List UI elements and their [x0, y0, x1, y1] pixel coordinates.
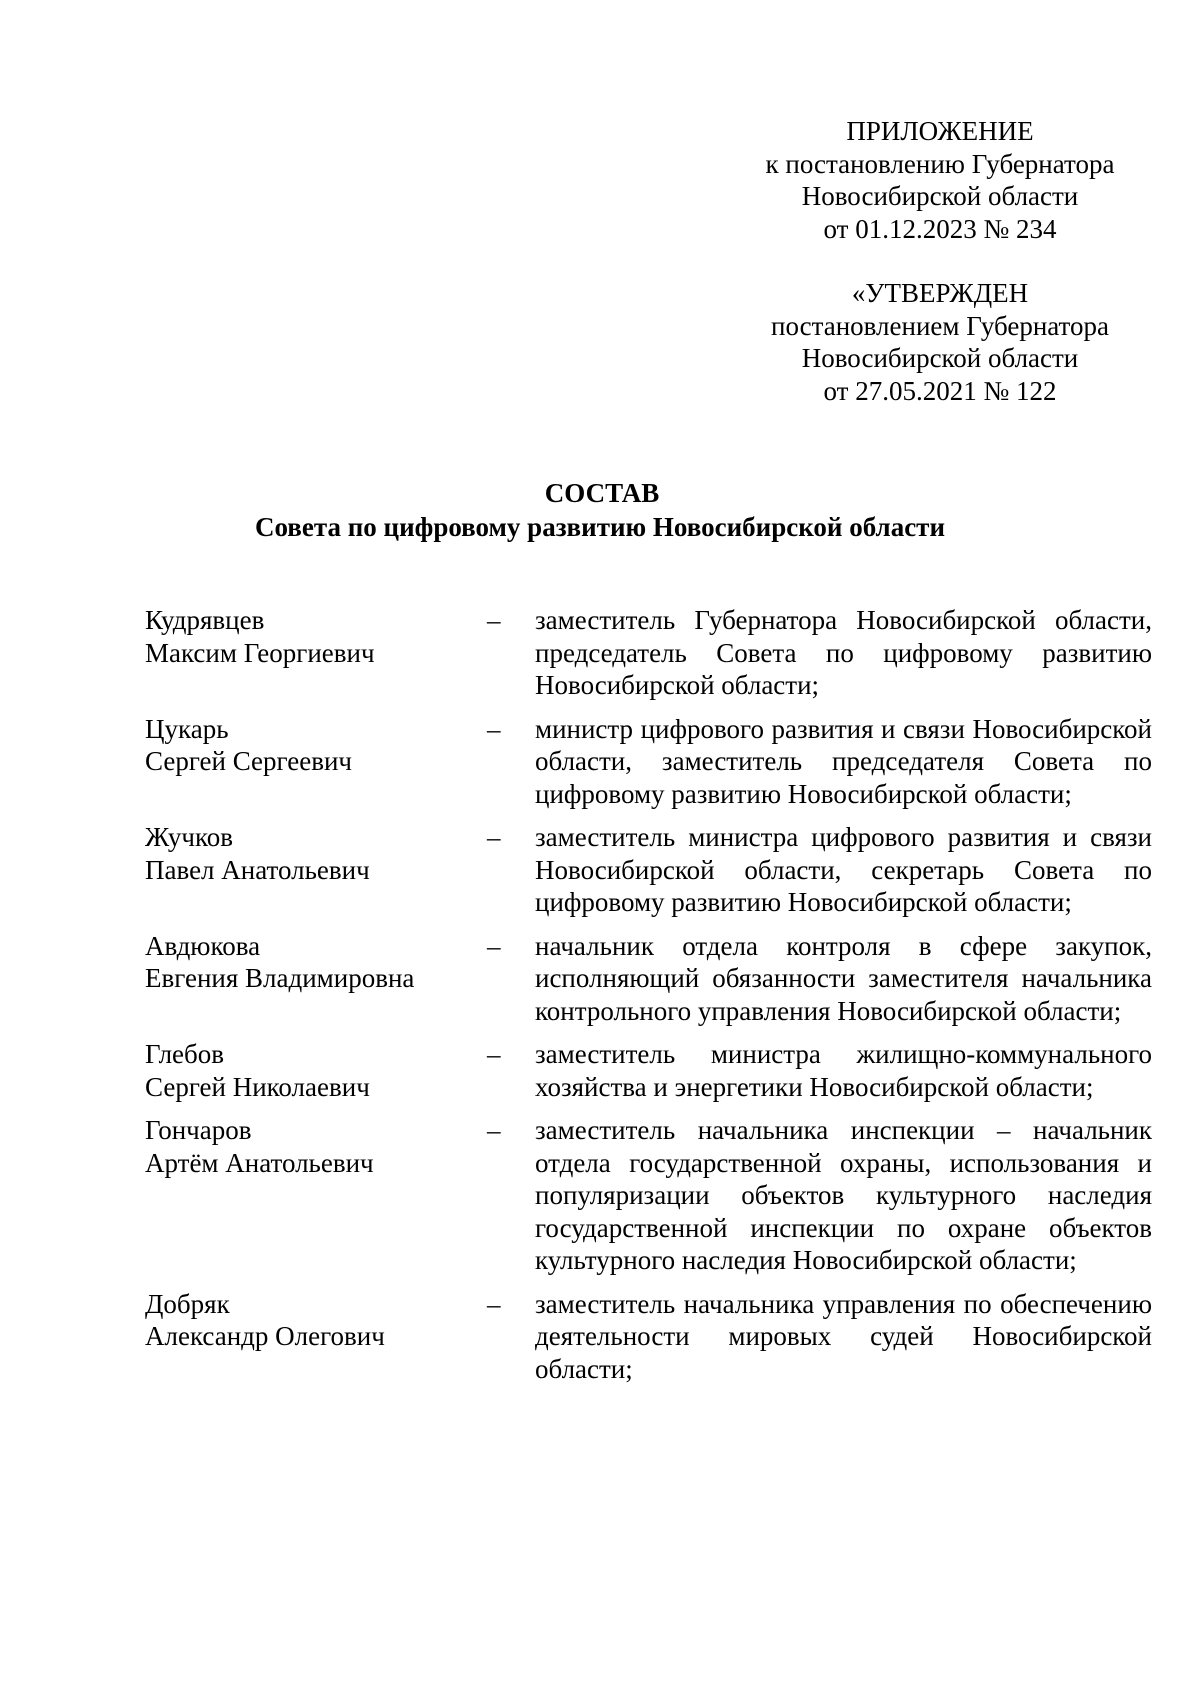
member-row — [145, 1038, 1152, 1103]
appendix-date-number: от 01.12.2023 № 234 — [823, 213, 1057, 244]
member-given-name: Максим Георгиевич — [145, 637, 375, 668]
appendix-block — [720, 115, 1160, 245]
member-role: заместитель Губернатора Новосибирской области, председатель Совета по цифровому развитию Новосибирской области; — [535, 605, 1152, 700]
member-role: министр цифрового развития и связи Новосибирской области, заместитель председателя Совета по цифровому развитию Новосибирской области; — [535, 713, 1152, 809]
member-given-name: Артём Анатольевич — [145, 1147, 374, 1178]
member-row — [145, 821, 1152, 919]
member-surname: Кудрявцев — [145, 605, 265, 635]
member-row — [145, 604, 1152, 702]
approved-block — [720, 277, 1160, 407]
member-dash: – — [487, 713, 501, 744]
approved-line: постановлением Губернатора — [771, 310, 1109, 341]
member-name — [145, 713, 485, 811]
member-name — [145, 1288, 485, 1386]
member-dash: – — [487, 822, 501, 852]
member-row — [145, 713, 1152, 811]
document-heading — [0, 476, 1200, 544]
member-surname: Добряк — [145, 1288, 230, 1319]
members-list — [145, 604, 1152, 1396]
member-given-name: Павел Анатольевич — [145, 854, 370, 885]
member-name — [145, 604, 485, 702]
appendix-line: Новосибирской области — [801, 181, 1079, 211]
member-given-name: Александр Олегович — [145, 1321, 385, 1351]
member-dash: – — [487, 605, 501, 635]
member-role: заместитель начальника инспекции – начальник отдела государственной охраны, использования и популяризации объектов культурного наследия государственной инспекции по охране объектов культурного наследия Новосибирской области; — [535, 1115, 1152, 1275]
member-name — [145, 1114, 485, 1277]
member-dash: – — [487, 1115, 501, 1145]
member-name — [145, 1038, 485, 1103]
member-row — [145, 1288, 1152, 1386]
member-dash: – — [487, 1039, 501, 1069]
member-surname: Цукарь — [145, 713, 229, 744]
member-surname: Жучков — [145, 822, 233, 852]
member-row — [145, 1114, 1152, 1277]
member-given-name: Сергей Сергеевич — [145, 746, 353, 776]
member-given-name: Сергей Николаевич — [145, 1071, 370, 1102]
document-subtitle: Совета по цифровому развитию Новосибирской области — [254, 512, 946, 542]
member-role: заместитель начальника управления по обеспечению деятельности мировых судей Новосибирской области; — [535, 1288, 1152, 1384]
member-given-name: Евгения Владимировна — [145, 963, 415, 993]
member-role: заместитель министра цифрового развития и связи Новосибирской области, секретарь Совета по цифровому развитию Новосибирской области; — [535, 822, 1152, 917]
member-name — [145, 821, 485, 919]
member-dash: – — [487, 930, 501, 961]
member-dash: – — [487, 1288, 501, 1319]
member-role: начальник отдела контроля в сфере закупок, исполняющий обязанности заместителя начальника контрольного управления Новосибирской области; — [535, 930, 1152, 1026]
member-surname: Гончаров — [145, 1115, 252, 1145]
document-title: СОСТАВ — [544, 478, 660, 508]
member-name — [145, 930, 485, 1028]
approved-title: «УТВЕРЖДЕН — [851, 278, 1029, 308]
approved-date-number: от 27.05.2021 № 122 — [823, 375, 1057, 406]
member-role: заместитель министра жилищно-коммунального хозяйства и энергетики Новосибирской области; — [535, 1039, 1152, 1102]
member-surname: Глебов — [145, 1039, 225, 1069]
member-row — [145, 930, 1152, 1028]
approved-line: Новосибирской области — [801, 343, 1079, 373]
member-surname: Авдюкова — [145, 930, 261, 961]
appendix-line: к постановлению Губернатора — [765, 148, 1115, 179]
appendix-title: ПРИЛОЖЕНИЕ — [846, 116, 1034, 146]
